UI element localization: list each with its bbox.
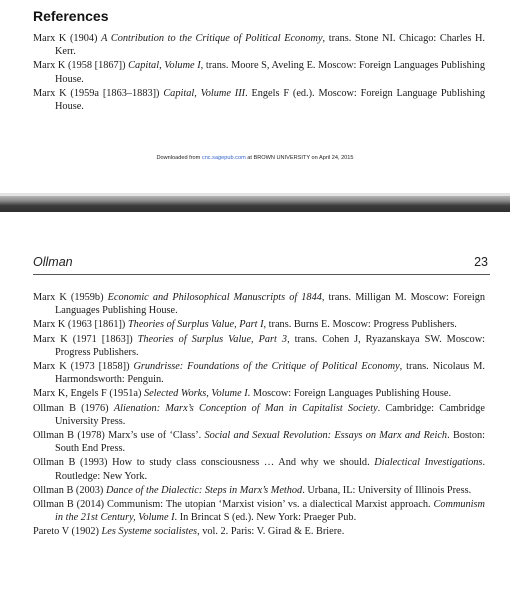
reference-entry: Ollman B (1976) Alienation: Marx’s Conception of Man in Capitalist Society. Cambridge: Cambridge University Press. — [33, 402, 485, 427]
reference-entry: Pareto V (1902) Les Systeme socialistes, vol. 2. Paris: V. Girad & E. Briere. — [33, 526, 345, 538]
reference-entry: Ollman B (1993) How to study class consciousness … And why we should. Dialectical Investigations. Routledge: New York. — [33, 457, 486, 482]
reference-title: Theories of Surplus Value, Part 3 — [137, 333, 288, 345]
header-rule — [33, 274, 490, 275]
download-source-link[interactable]: cnc.sagepub.com — [201, 155, 246, 161]
reference-list-bottom — [33, 291, 485, 540]
download-notice: Downloaded from cnc.sagepub.com at BROWN UNIVERSITY on April 24, 2015 — [156, 155, 354, 161]
reference-entry: Marx K (1973 [1858]) Grundrisse: Foundations of the Critique of Political Economy, trans. Nicolaus M. Harmondsworth: Penguin. — [33, 361, 485, 386]
reference-title: Capital, Volume III — [163, 87, 246, 99]
page-number: 23 — [474, 255, 488, 269]
reference-title: Social and Sexual Revolution: Essays on Marx and Reich — [204, 430, 448, 442]
reference-entry: Ollman B (1978) Marx’s use of ‘Class’. Social and Sexual Revolution: Essays on Marx and Reich. Boston: South End Press. — [33, 430, 485, 455]
reference-entry: Marx K (1959a [1863–1883]) Capital, Volume III. Engels F (ed.). Moscow: Foreign Language Publishing House. — [33, 87, 485, 113]
reference-title: Grundrisse: Foundations of the Critique of Political Economy — [133, 361, 400, 373]
reference-entry: Marx K (1904) A Contribution to the Critique of Political Economy, trans. Stone NI. Chicago: Charles H. Kerr. — [33, 33, 485, 58]
page-separator — [0, 196, 510, 212]
pdf-page-top — [0, 0, 510, 195]
reference-title: Economic and Philosophical Manuscripts of 1844 — [107, 292, 322, 303]
references-heading: References — [33, 8, 109, 24]
reference-title: Theories of Surplus Value, Part I — [127, 319, 264, 331]
reference-entry: Marx K (1959b) Economic and Philosophical Manuscripts of 1844, trans. Milligan M. Moscow: Foreign Languages Publishing House. — [33, 292, 486, 317]
reference-entry: Marx K (1963 [1861]) Theories of Surplus Value, Part I, trans. Burns E. Moscow: Progress Publishers. — [33, 319, 457, 331]
reference-entry: Ollman B (2014) Communism: The utopian ‘Marxist vision’ vs. a dialectical Marxist approach. Communism in the 21st Century, Volume I. In Brincat S (ed.). New York: Praeger Pub. — [33, 499, 485, 524]
reference-title: Alienation: Marx’s Conception of Man in Capitalist Society — [113, 402, 378, 414]
reference-title: Communism in the 21st Century, Volume I — [55, 499, 485, 524]
reference-title: Capital, Volume I — [128, 60, 201, 72]
reference-entry: Marx K (1958 [1867]) Capital, Volume I, trans. Moore S, Aveling E. Moscow: Foreign Languages Publishing House. — [33, 60, 485, 85]
reference-title: A Contribution to the Critique of Political Economy — [101, 33, 323, 44]
reference-entry: Marx K (1971 [1863]) Theories of Surplus Value, Part 3, trans. Cohen J, Ryazanskaya SW. Moscow: Progress Publishers. — [33, 333, 485, 358]
running-head: Ollman — [33, 255, 73, 269]
reference-title: Dance of the Dialectic: Steps in Marx’s Method — [105, 484, 303, 496]
reference-title: Selected Works, Volume I — [143, 388, 248, 400]
reference-title: Les Systeme socialistes — [101, 526, 198, 538]
reference-entry: Ollman B (2003) Dance of the Dialectic: Steps in Marx’s Method. Urbana, IL: University of Illinois Press. — [33, 484, 472, 496]
reference-title: Dialectical Investigations — [374, 457, 483, 469]
reference-list-top — [33, 32, 485, 114]
reference-entry: Marx K, Engels F (1951a) Selected Works, Volume I. Moscow: Foreign Languages Publishing House. — [33, 388, 452, 400]
